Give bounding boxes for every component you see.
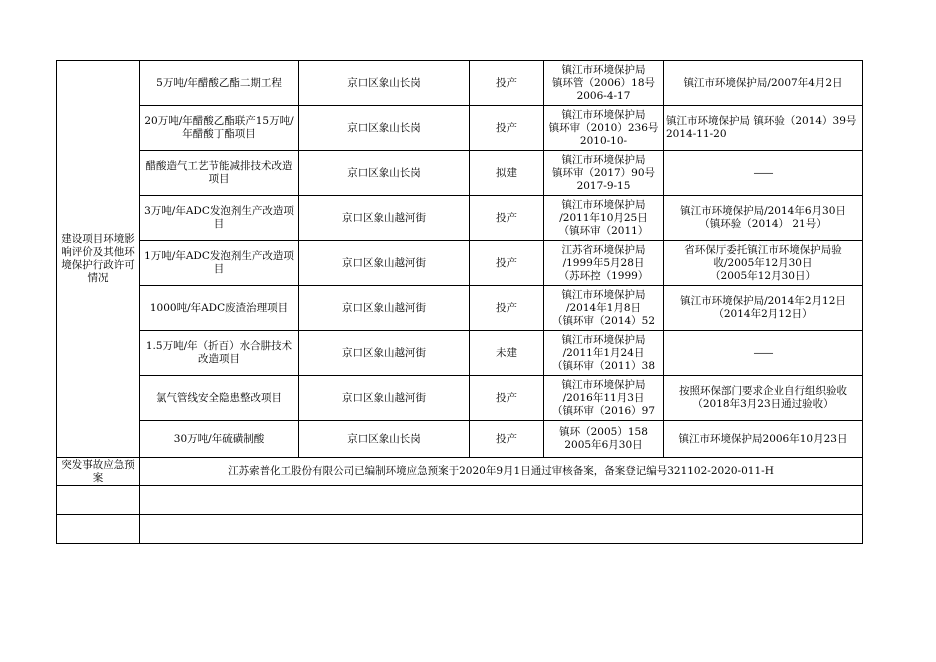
empty-cell (57, 515, 140, 544)
project-name: 1000吨/年ADC废渣治理项目 (140, 286, 299, 331)
project-name: 氯气管线安全隐患整改项目 (140, 376, 299, 421)
project-acceptance: 省环保厅委托镇江市环境保护局验收/2005年12月30日 （2005年12月30日） (664, 241, 863, 286)
project-approval: 镇江市环境保护局 镇环审（2010）236号 2010-10- (544, 106, 664, 151)
project-status: 投产 (470, 241, 544, 286)
project-acceptance: —— (664, 331, 863, 376)
empty-row (57, 515, 863, 544)
permit-table (56, 60, 863, 544)
project-location: 京口区象山长岗 (299, 61, 470, 106)
project-approval: 镇江市环境保护局 /2011年10月25日 （镇环审（2011） (544, 196, 664, 241)
empty-cell (140, 515, 863, 544)
project-location: 京口区象山长岗 (299, 106, 470, 151)
project-name: 20万吨/年醋酸乙酯联产15万吨/年醋酸丁酯项目 (140, 106, 299, 151)
project-location: 京口区象山越河街 (299, 241, 470, 286)
project-name: 30万吨/年硫磺制酸 (140, 421, 299, 458)
project-approval: 镇环（2005）158 2005年6月30日 (544, 421, 664, 458)
project-name: 1.5万吨/年（折百）水合肼技术改造项目 (140, 331, 299, 376)
project-name: 3万吨/年ADC发泡剂生产改造项目 (140, 196, 299, 241)
project-location: 京口区象山越河街 (299, 196, 470, 241)
project-status: 投产 (470, 421, 544, 458)
project-status: 投产 (470, 286, 544, 331)
project-name: 5万吨/年醋酸乙酯二期工程 (140, 61, 299, 106)
project-name: 醋酸造气工艺节能减排技术改造项目 (140, 151, 299, 196)
table-row (57, 241, 863, 286)
project-approval: 镇江市环境保护局 /2016年11月3日 （镇环审（2016）97 (544, 376, 664, 421)
project-location: 京口区象山越河街 (299, 286, 470, 331)
table-row (57, 421, 863, 458)
project-location: 京口区象山越河街 (299, 376, 470, 421)
project-approval: 镇江市环境保护局 /2011年1月24日 （镇环审（2011）38 (544, 331, 664, 376)
table-row (57, 331, 863, 376)
project-approval: 镇江市环境保护局 镇环审（2017）90号 2017-9-15 (544, 151, 664, 196)
project-location: 京口区象山越河街 (299, 331, 470, 376)
project-acceptance: —— (664, 151, 863, 196)
project-location: 京口区象山长岗 (299, 421, 470, 458)
empty-cell (57, 486, 140, 515)
table-row (57, 286, 863, 331)
table-row (57, 196, 863, 241)
project-status: 投产 (470, 106, 544, 151)
project-acceptance: 镇江市环境保护局2006年10月23日 (664, 421, 863, 458)
project-status: 拟建 (470, 151, 544, 196)
empty-cell (140, 486, 863, 515)
project-status: 未建 (470, 331, 544, 376)
project-status: 投产 (470, 196, 544, 241)
project-location: 京口区象山长岗 (299, 151, 470, 196)
project-approval: 镇江市环境保护局 镇环管（2006）18号 2006-4-17 (544, 61, 664, 106)
project-approval: 江苏省环境保护局 /1999年5月28日 （苏环控（1999） (544, 241, 664, 286)
emergency-label: 突发事故应急预案 (57, 458, 140, 486)
project-status: 投产 (470, 61, 544, 106)
section-label: 建设项目环境影响评价及其他环境保护行政许可情况 (57, 61, 140, 458)
project-approval: 镇江市环境保护局 /2014年1月8日 （镇环审（2014）52 (544, 286, 664, 331)
project-acceptance: 按照环保部门要求企业自行组织验收（2018年3月23日通过验收） (664, 376, 863, 421)
emergency-text: 江苏索普化工股份有限公司已编制环境应急预案于2020年9月1日通过审核备案，备案登记编号321102-2020-011-H (140, 458, 863, 486)
project-name: 1万吨/年ADC发泡剂生产改造项目 (140, 241, 299, 286)
table-row (57, 376, 863, 421)
table-row (57, 151, 863, 196)
empty-row (57, 486, 863, 515)
table-row (57, 106, 863, 151)
project-acceptance: 镇江市环境保护局 镇环验（2014）39号 2014-11-20 (664, 106, 863, 151)
project-acceptance: 镇江市环境保护局/2014年2月12日 （2014年2月12日） (664, 286, 863, 331)
table-row (57, 61, 863, 106)
project-acceptance: 镇江市环境保护局/2014年6月30日 （镇环验（2014） 21号） (664, 196, 863, 241)
project-status: 投产 (470, 376, 544, 421)
emergency-row (57, 458, 863, 486)
project-acceptance: 镇江市环境保护局/2007年4月2日 (664, 61, 863, 106)
